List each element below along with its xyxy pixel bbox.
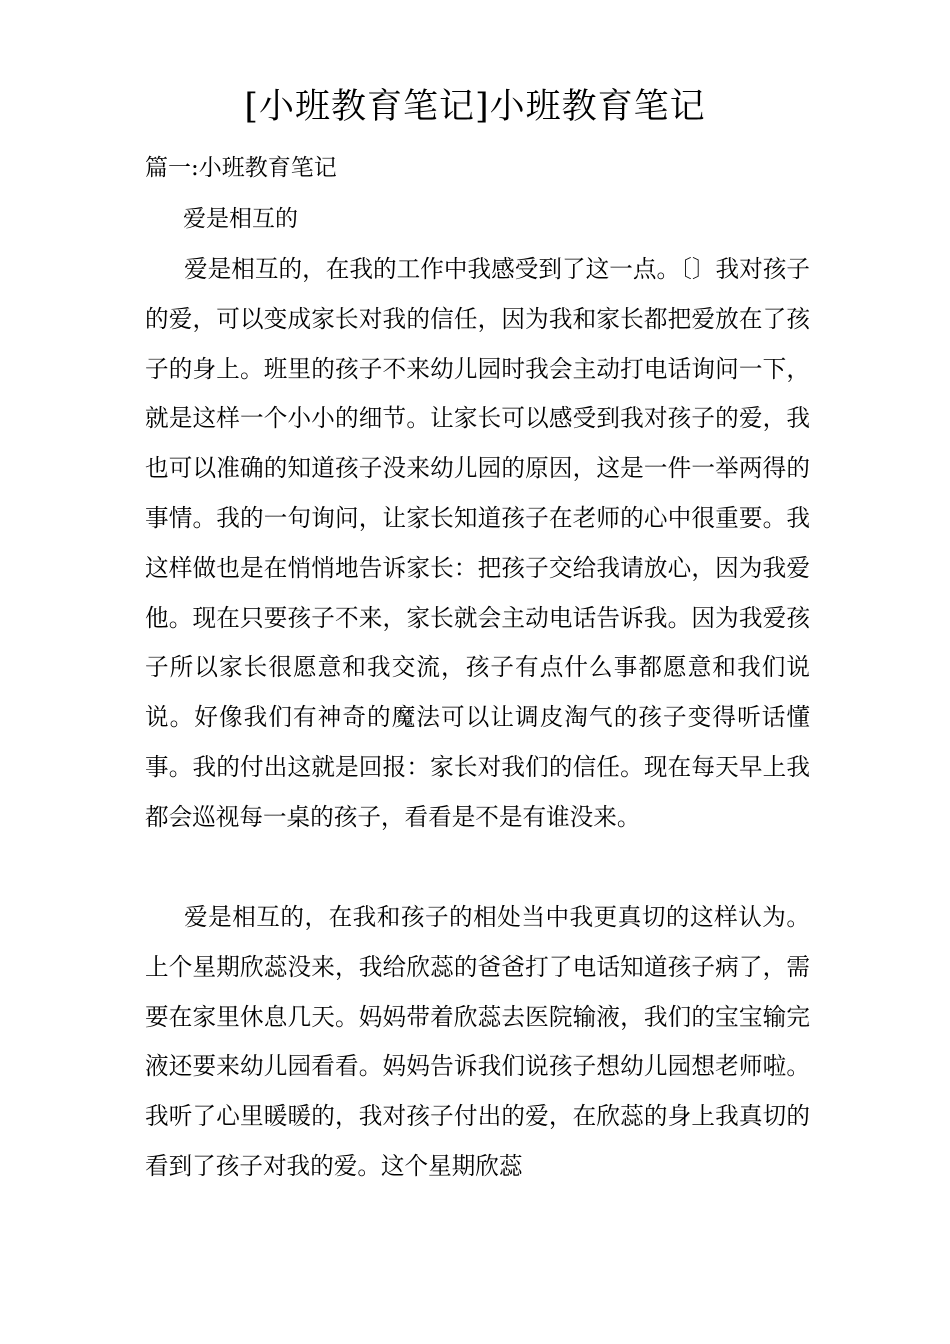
- body-paragraph-1: 爱是相互的，在我的工作中我感受到了这一点。〔〕我对孩子的爱，可以变成家长对我的信任，因为我和家长都把爱放在了孩子的身上。班里的孩子不来幼儿园时我会主动打电话询问一下，就是这样一个小小的细节。让家长可以感受到我对孩子的爱，我也可以准确的知道孩子没来幼儿园的原因，这是一件一举两得的事情。我的一句询问，让家长知道孩子在老师的心中很重要。我这样做也是在悄悄地告诉家长：把孩子交给我请放心，因为我爱他。现在只要孩子不来，家长就会主动电话告诉我。因为我爱孩子所以家长很愿意和我交流，孩子有点什么事都愿意和我们说说。好像我们有神奇的魔法可以让调皮淘气的孩子变得听话懂事。我的付出这就是回报：家长对我们的信任。现在每天早上我都会巡视每一桌的孩子，看看是不是有谁没来。: [145, 255, 810, 831]
- body-paragraph-2: 爱是相互的，在我和孩子的相处当中我更真切的这样认为。上个星期欣蕊没来，我给欣蕊的爸爸打了电话知道孩子病了，需要在家里休息几天。妈妈带着欣蕊去医院输液，我们的宝宝输完液还要来幼儿园看看。妈妈告诉我们说孩子想幼儿园想老师啦。我听了心里暖暖的，我对孩子付出的爱，在欣蕊的身上我真切的看到了孩子对我的爱。这个星期欣蕊: [145, 903, 810, 1180]
- document-title: [小班教育笔记]小班教育笔记: [244, 87, 706, 127]
- section-heading: 篇一:小班教育笔记: [145, 155, 337, 181]
- article-subheading: 爱是相互的: [183, 206, 298, 232]
